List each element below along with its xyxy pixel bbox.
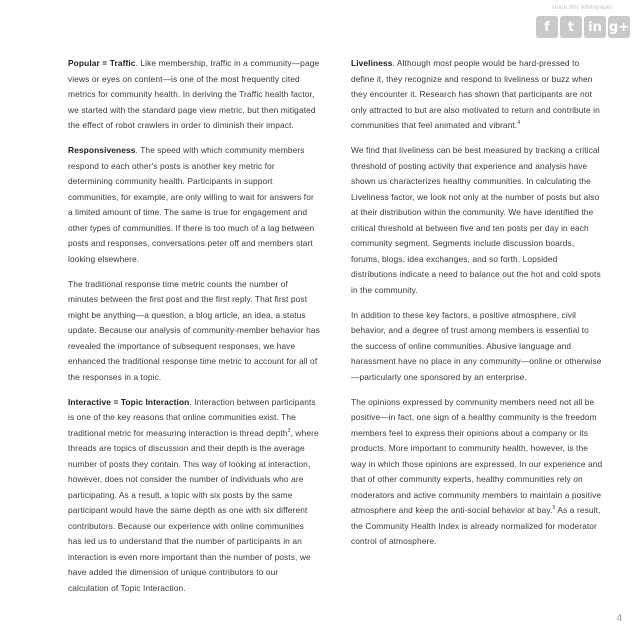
- paragraph-text: The traditional response time metric counts the number of minutes between the first post and the first reply. That first post might be anything—a question, a blog article, an idea, a status update. Because our analysis of community-member behavior has revealed the importance of subsequent responses, we have enhanced the traditional response time metric to account for all of the responses in a topic.: [68, 278, 320, 382]
- left-column: [68, 56, 320, 596]
- paragraph-response-time: [68, 277, 320, 386]
- term-popular-traffic: Popular = Traffic: [68, 58, 136, 68]
- paragraph-liveliness-threshold: [351, 143, 603, 298]
- footnote-ref: 4: [517, 120, 521, 127]
- paragraph-text: . Like membership, traffic in a community—page views or eyes on content—is one of the most frequently cited metrics for community health. In deriving the Traffic health factor, we started with the standard page view metric, but then mitigated the effect of robot crawlers in order to diminish their impact.: [68, 58, 320, 130]
- share-label: share this whitepaper: [551, 5, 613, 11]
- paragraph-text: . Interaction between participants is one of the key reasons that online communities exist. The traditional metric for measuring interaction is thread depth: [68, 396, 316, 438]
- paragraph-popular-traffic: [68, 56, 320, 134]
- google-plus-icon[interactable]: g+: [608, 16, 630, 38]
- page-number: 4: [616, 613, 622, 624]
- share-widget: [534, 5, 630, 38]
- paragraph-text: , where threads are topics of discussion and their depth is the average number of posts they contain. This way of looking at interaction, however, does not consider the number of individuals who are participating. As a result, a topic with six posts by the same participant would have the same depth as one with six different contributors. Because our experience with online communities has led us to understand that the number of participants in an interaction is even more important than the number of posts, we have added the dimension of unique contributors to our calculation of Topic Interaction.: [68, 427, 319, 593]
- paragraph-text: The opinions expressed by community members need not all be positive—in fact, one sign of a healthy community is the freedom members feel to express their opinions about a company or its products. More important to community health, however, is the way in which those opinions are expressed. In our experience and that of other community experts, healthy communities rely on moderators and active community members to maintain a positive atmosphere and keep the anti-social behavior at bay.: [351, 396, 603, 515]
- paragraph-responsiveness: [68, 143, 320, 267]
- paragraph-text: In addition to these key factors, a positive atmosphere, civil behavior, and a degree of trust among members is essential to the success of online communities. Abusive language and harassment have no place in any community—online or otherwise—particularly one sponsored by an enterprise.: [351, 309, 602, 382]
- share-icons: [534, 16, 630, 38]
- term-topic-interaction: Interactive = Topic Interaction: [68, 396, 190, 407]
- right-column: [351, 56, 603, 550]
- paragraph-positive-atmosphere: [351, 308, 603, 386]
- paragraph-text: . Although most people would be hard-pressed to define it, they recognize and respond to liveliness or buzz when they encounter it. Research has shown that participants are not only attracted to but are also motivated to return and contribute in communities that feel animated and vibrant.: [351, 58, 600, 130]
- paragraph-topic-interaction: [68, 395, 320, 597]
- twitter-icon[interactable]: t: [560, 16, 582, 38]
- paragraph-text: . The speed with which community members respond to each other's posts is another key metric for determining community health. Participants in support communities, for example, are only willing to wait for answers for a limited amount of time. The same is true for engagement and other types of communities. If there is too much of a lag between posts and responses, conversations peter off and members start looking elsewhere.: [68, 145, 315, 264]
- paragraph-text: As a result, the Community Health Index is already normalized for moderator control of atmosphere.: [351, 505, 601, 546]
- linkedin-icon[interactable]: in: [584, 16, 606, 38]
- footnote-ref: 3: [287, 427, 291, 434]
- paragraph-text: We find that liveliness can be best measured by tracking a critical threshold of posting activity that experience and analysis have shown us characterizes healthy communities. In calculating the Liveliness factor, we look not only at the number of posts but also at their distribution within the community. We have identified the critical threshold at between five and ten posts per day in each community segment. Segments include discussion boards, forums, blogs, idea exchanges, and so forth. Lopsided distributions indicate a need to balance out the hot and cold spots in the community.: [351, 145, 601, 295]
- facebook-icon[interactable]: f: [536, 16, 558, 38]
- term-responsiveness: Responsiveness: [68, 145, 136, 155]
- footnote-ref: 5: [552, 505, 556, 512]
- paragraph-opinions: [351, 395, 603, 550]
- paragraph-liveliness: [351, 56, 603, 134]
- term-liveliness: Liveliness: [351, 58, 393, 68]
